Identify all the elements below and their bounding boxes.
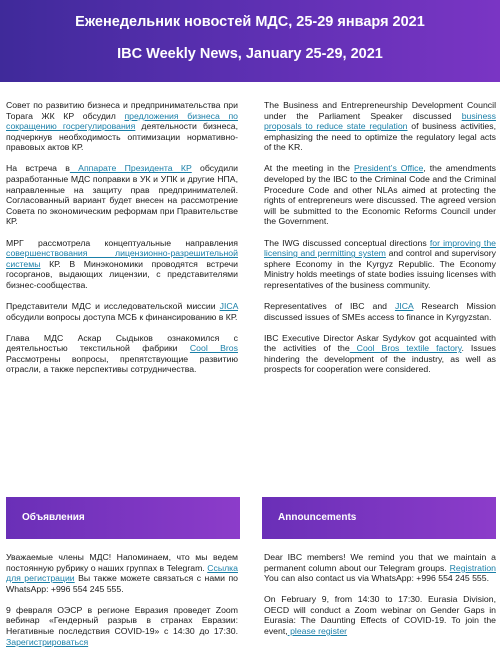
news-item: The Business and Entrepreneurship Development Council under the Parliament Speaker discussed business proposals to reduce state regulation of business activities, emphasizing the need to optimize the regulatory legal acts of the KR.: [264, 100, 497, 153]
news-column-ru: [6, 100, 238, 386]
news-item: Представители МДС и исследовательской миссии JICA обсудили вопросы доступа МСБ к финансированию в КР.: [6, 301, 238, 322]
announcement-item: On February 9, from 14:30 to 17:30. Eurasia Division, OECD will conduct a Zoom webinar on Gender Gaps in Eurasia: The Daunting Effects of COVID-19. To join the event, please register: [264, 594, 496, 637]
announcements-banner-en: [262, 497, 496, 539]
announcements-column-en: [264, 552, 496, 647]
news-link[interactable]: Аппарате Президента КР: [69, 163, 192, 174]
news-item: Representatives of IBC and JICA Research Mission discussed issues of SMEs access to finance in Kyrgyzstan.: [264, 301, 496, 322]
banner-label: Announcements: [278, 512, 357, 523]
news-item: МРГ рассмотрела концептуальные направления совершенствования лицензионно-разрешительной системы КР. В Минэкономики проводятся встречи госорганов, выдающих лицензии, с представителями бизнес-сообщества.: [6, 237, 238, 290]
announcements-column-ru: [6, 552, 238, 658]
register-link[interactable]: Зарегистрироваться: [6, 636, 89, 647]
news-item: Глава МДС Аскар Сыдыков ознакомился с деятельностью текстильной фабрики Cool Bros Рассмотрены вопросы, препятствующие развитию отрасли, а также перспективы сотрудничества.: [6, 332, 238, 375]
newsletter-header: [0, 0, 500, 82]
news-link[interactable]: for improving the licensing and permitting system: [264, 237, 497, 259]
news-item: На встреча в Аппарате Президента КР обсудили разработанные МДС поправки в УК и УПК и другие НПА, направленные на защиту прав предпринимателей. Согласованный вариант будет внесен на рассмотрение Совета по экономическим реформам при Правительстве КР.: [6, 163, 239, 227]
news-link[interactable]: совершенствования лицензионно-разрешительной системы: [6, 248, 238, 269]
registration-link[interactable]: Ссылка для регистрации: [6, 562, 238, 584]
news-link[interactable]: Cool Bros textile factory: [349, 343, 462, 354]
registration-link[interactable]: Registration: [449, 562, 496, 573]
banner-label: Объявления: [22, 512, 85, 523]
announcement-item: 9 февраля ОЭСР в регионе Евразия проведет Zoom вебинар «Гендерный разрыв в странах Евразии: Негативные последствия COVID-19» с 14:30 до 17:30. Зарегистрироваться: [6, 604, 238, 647]
header-title-en: IBC Weekly News, January 25-29, 2021: [117, 46, 383, 62]
news-link[interactable]: President’s Office: [353, 163, 424, 174]
announcement-item: Dear IBC members! We remind you that we maintain a permanent column about our Telegram groups. Registration You can also contact us via WhatsApp: +996 554 245 555.: [264, 552, 496, 584]
news-link[interactable]: Cool Bros: [189, 343, 238, 354]
register-link[interactable]: please register: [287, 626, 348, 637]
header-title-ru: Еженедельник новостей МДС, 25-29 января 2021: [75, 14, 425, 30]
news-link[interactable]: JICA: [219, 301, 238, 311]
news-item: The IWG discussed conceptual directions for improving the licensing and permitting system and control and supervisory sphere Economy in the Kyrgyz Republic. The Economy Ministry holds meetings of state bodies issuing licenses with representatives of the business community.: [264, 237, 497, 290]
news-link[interactable]: business proposals to reduce state regulation: [264, 110, 496, 132]
news-item: IBC Executive Director Askar Sydykov got acquainted with the activities of the Cool Bros textile factory. Issues hindering the development of the industry, as well as prospects for cooperation were considered.: [264, 332, 497, 375]
news-link[interactable]: предложения бизнеса по сокращению госрегулирования: [6, 110, 239, 132]
announcements-banner-ru: [6, 497, 240, 539]
news-item: Совет по развитию бизнеса и предпринимательства при Торага ЖК КР обсудил предложения бизнеса по сокращению госрегулирования деятельности бизнеса, подчеркнув необходимость оптимизации нормативно-правовых актов КР.: [6, 100, 239, 153]
announcement-item: Уважаемые члены МДС! Напоминаем, что мы ведем постоянную рубрику о наших группах в Telegram. Ссылка для регистрации Вы также можете связаться с нами по WhatsApp: +996 554 245 555.: [6, 552, 238, 594]
news-link[interactable]: JICA: [395, 301, 414, 311]
news-item: At the meeting in the President’s Office, the amendments developed by the IBC to the Criminal Code and the Criminal Procedure Code and other NLAs aimed at protecting the rights of entrepreneurs were discussed. The agreed version will be submitted to the Economic Reforms Council under the Government.: [264, 163, 496, 227]
news-column-en: [264, 100, 496, 386]
